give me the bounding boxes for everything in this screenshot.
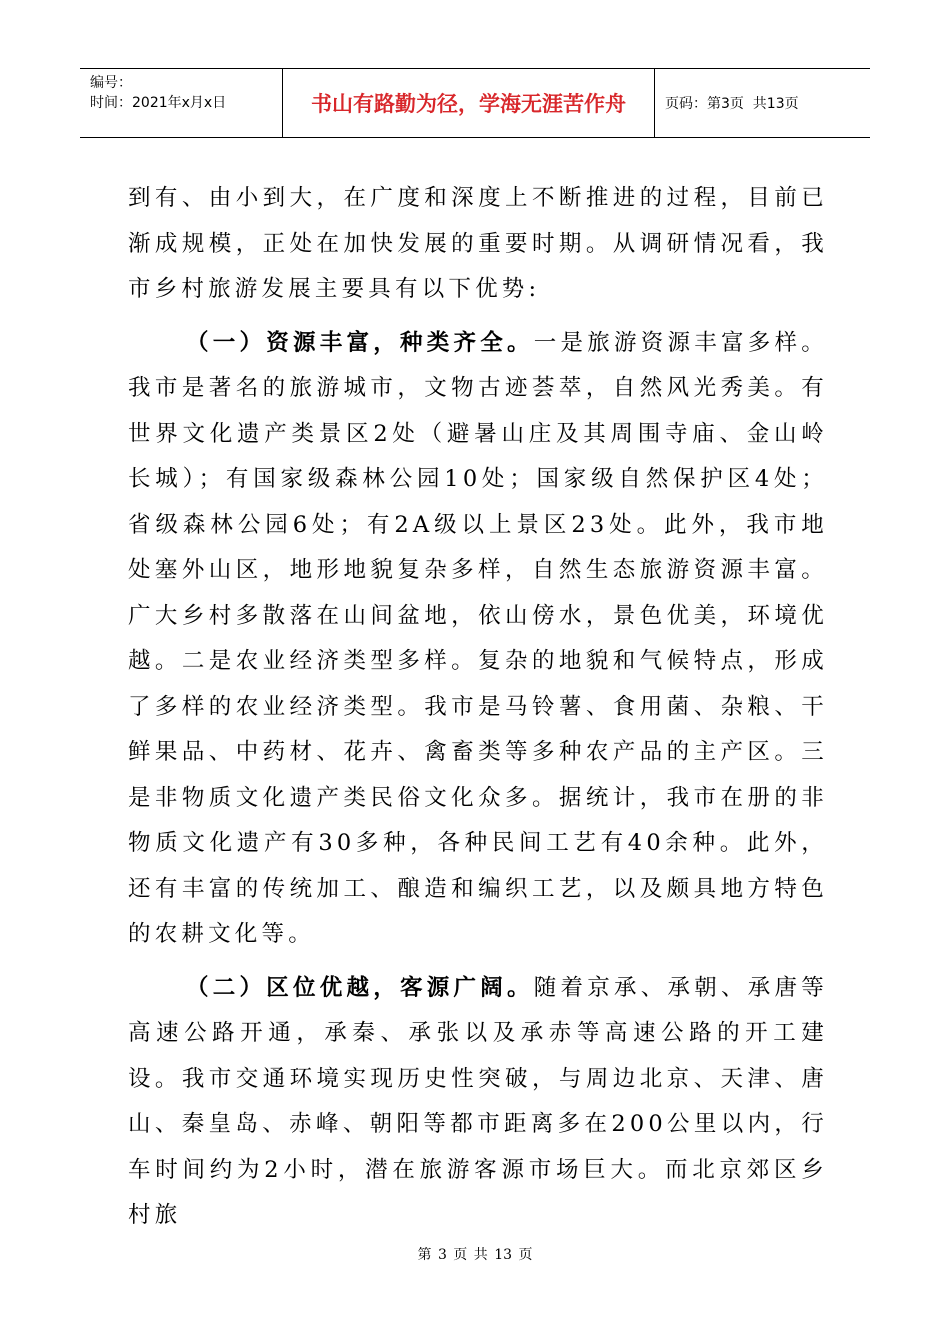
- section-heading-resources: （一）资源丰富，种类齐全。: [186, 329, 534, 356]
- time-label: 时间：2021年x月x日: [90, 95, 227, 111]
- page-header: [80, 68, 870, 138]
- document-body: [128, 176, 828, 1239]
- page-footer: 第 3 页 共 13 页: [417, 1247, 533, 1263]
- header-motto: 书山有路勤为径，学海无涯苦作舟: [283, 69, 655, 137]
- paragraph-resources-text: 一是旅游资源丰富多样。我市是著名的旅游城市，文物古迹荟萃，自然风光秀美。有世界文化遗产类景区2处（避暑山庄及其周围寺庙、金山岭长城）；有国家级森林公园10处；国家级自然保护区4处；省级森林公园6处；有2A级以上景区23处。此外，我市地处塞外山区，地形地貌复杂多样，自然生态旅游资源丰富。广大乡村多散落在山间盆地，依山傍水，景色优美，环境优越。二是农业经济类型多样。复杂的地貌和气候特点，形成了多样的农业经济类型。我市是马铃薯、食用菌、杂粮、干鲜果品、中药材、花卉、禽畜类等多种农产品的主产区。三是非物质文化遗产类民俗文化众多。据统计，我市在册的非物质文化遗产有30多种，各种民间工艺有40余种。此外，还有丰富的传统加工、酿造和编织工艺，以及颇具地方特色的农耕文化等。: [128, 329, 828, 947]
- number-label: 编号：: [90, 75, 132, 91]
- header-meta: [80, 69, 283, 137]
- paragraph-continuation: 到有、由小到大，在广度和深度上不断推进的过程，目前已渐成规模，正处在加快发展的重要时期。从调研情况看，我市乡村旅游发展主要具有以下优势:: [128, 185, 828, 302]
- header-page-info: 页码：第3页 共13页: [665, 96, 799, 112]
- section-heading-location: （二）区位优越，客源广阔。: [186, 974, 534, 1001]
- paragraph-location-text: 随着京承、承朝、承唐等高速公路开通，承秦、承张以及承赤等高速公路的开工建设。我市交通环境实现历史性突破，与周边北京、天津、唐山、秦皇岛、赤峰、朝阳等都市距离多在200公里以内，行车时间约为2小时，潜在旅游客源市场巨大。而北京郊区乡村旅: [128, 974, 828, 1228]
- paragraph-location: [128, 966, 828, 1239]
- paragraph-resources: [128, 321, 828, 958]
